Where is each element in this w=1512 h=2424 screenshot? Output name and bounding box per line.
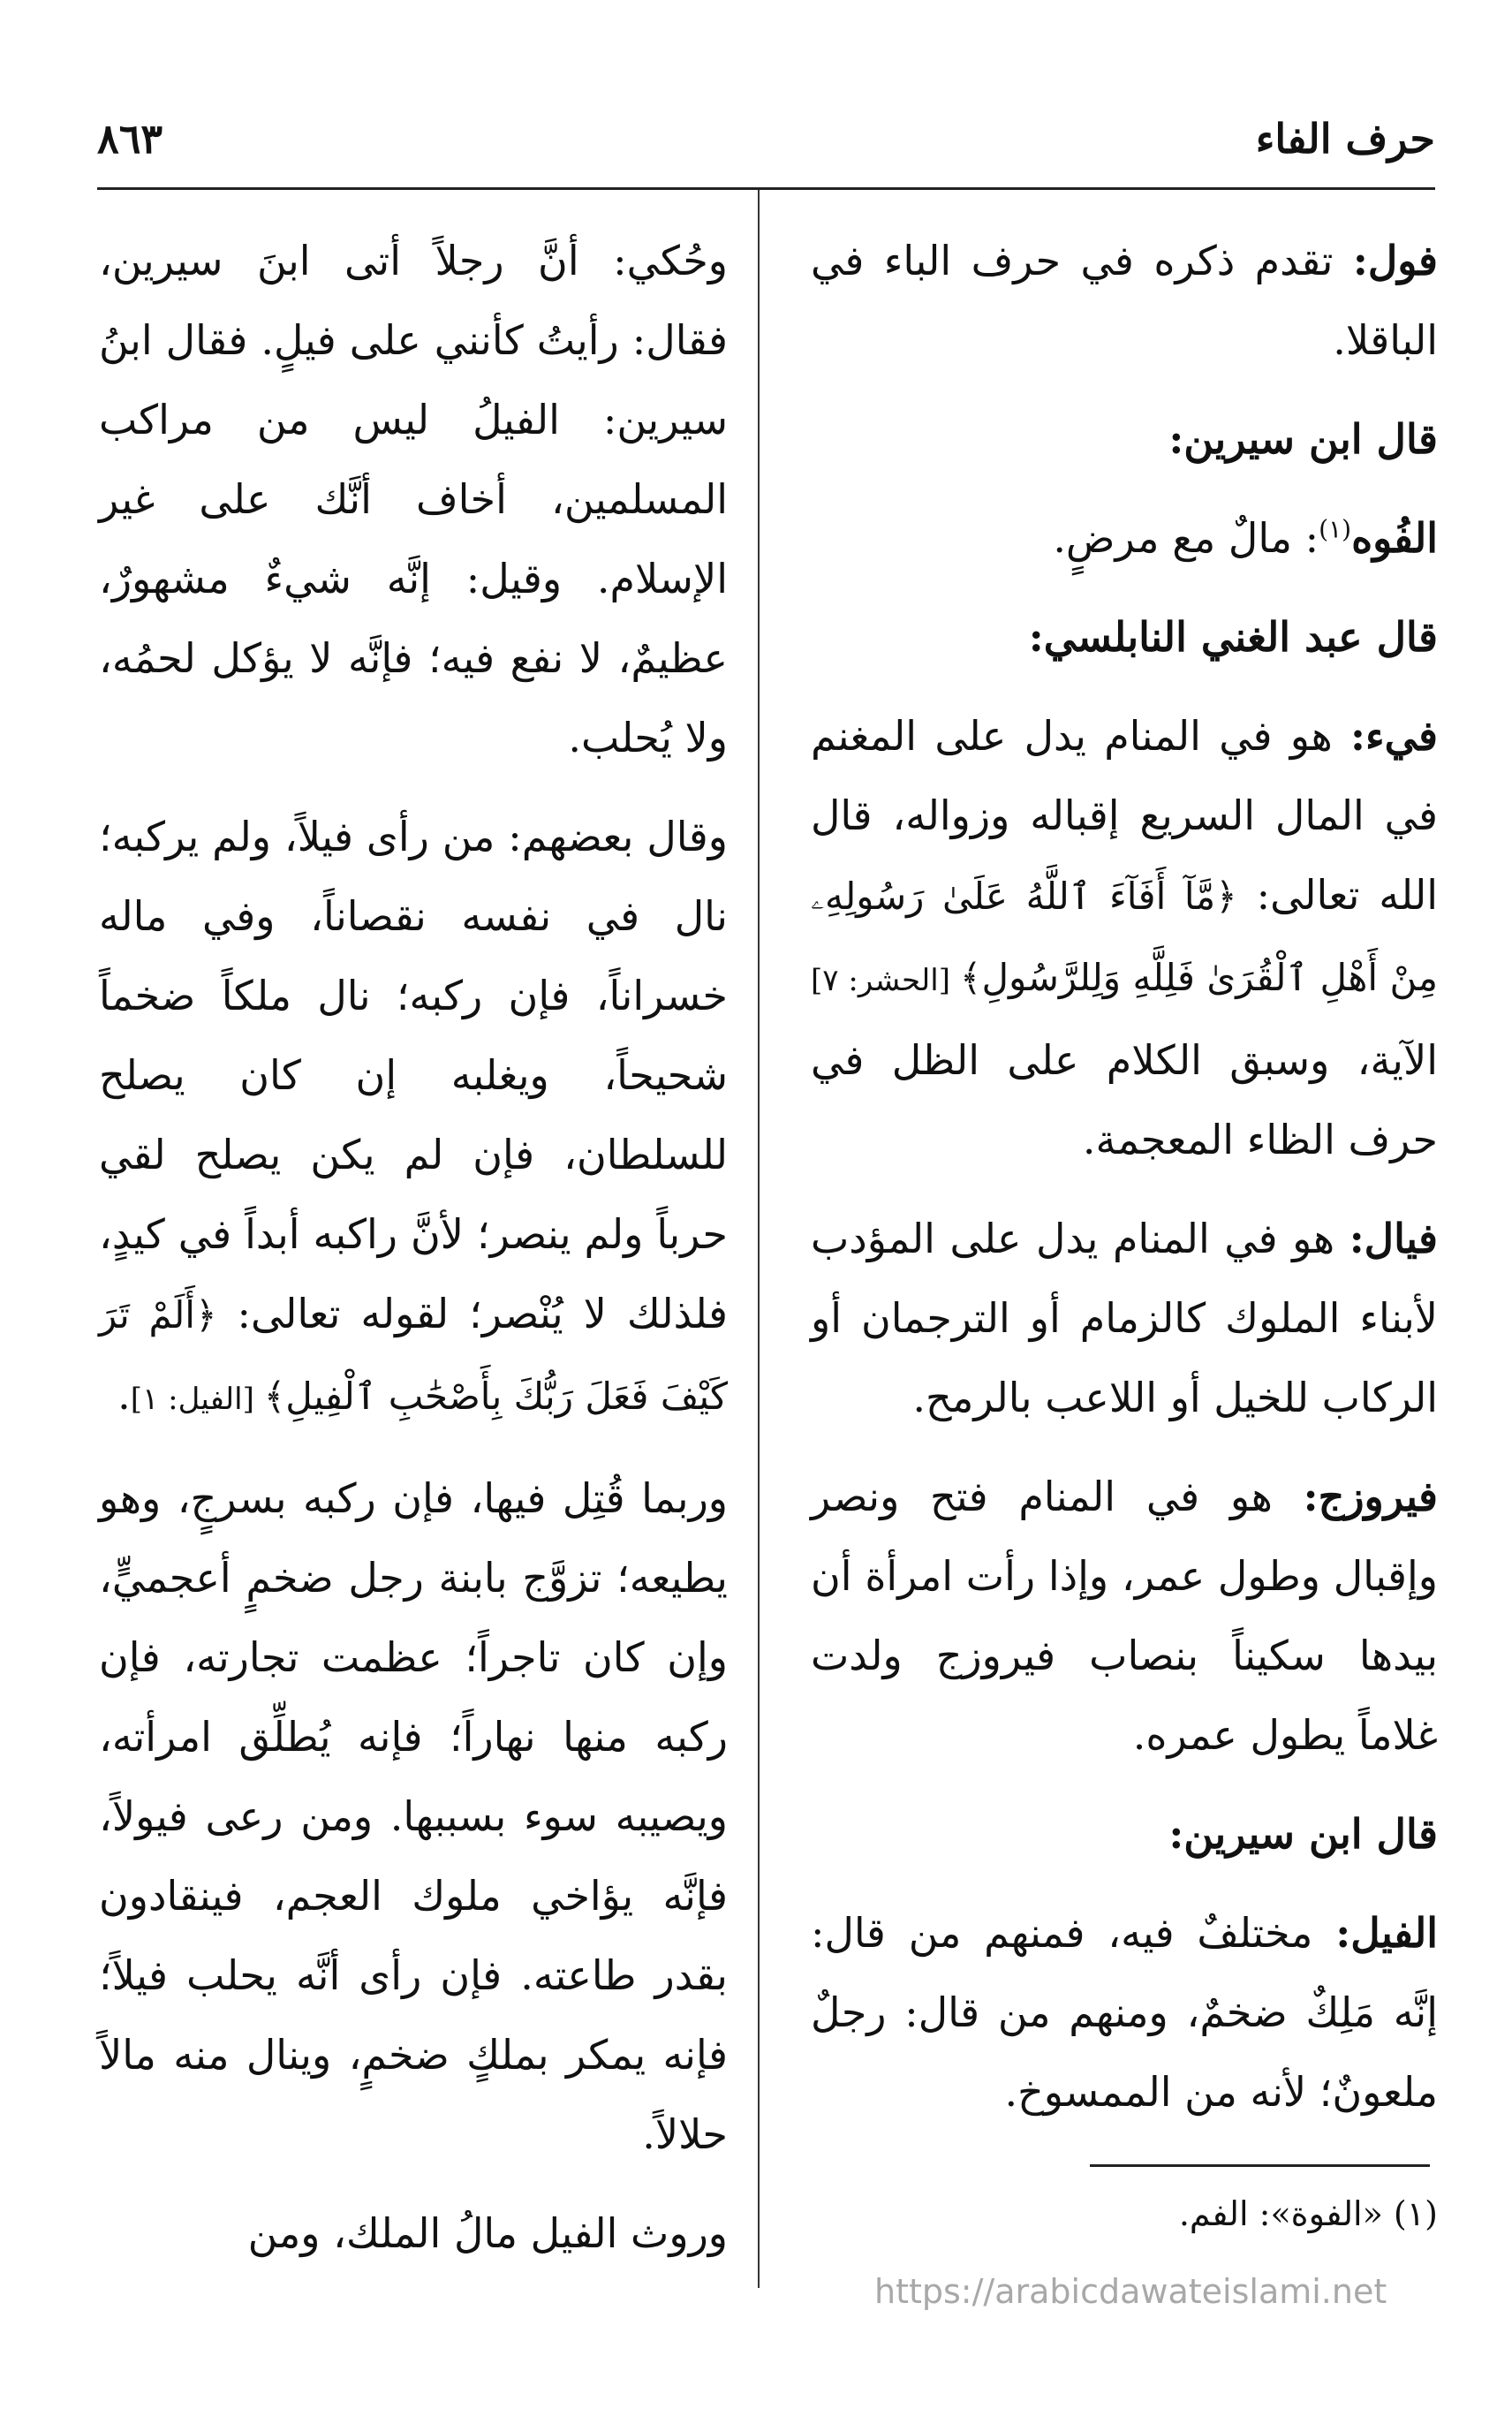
paragraph-dung: وروث الفيل مالُ الملك، ومن: [247, 2209, 728, 2257]
verse-reference: [الحشر: ٧]: [811, 963, 960, 998]
entry-text: هو في المنام فتح ونصر وإقبال وطول عمر، وإذا رأت امرأة أن بيدها سكيناً بنصاب فيروزج ولدت غلاماً يطول عمره.: [811, 1473, 1438, 1759]
entry-elephant: [811, 1893, 1438, 2132]
entry-text: : مالٌ مع مرضٍ.: [1053, 514, 1319, 562]
entry-fooh: [811, 498, 1438, 578]
entry-text: هو في المنام يدل على المؤدب لأبناء الملوك كالزمام أو الترجمان أو الركاب للخيل أو اللاعب بالرمح.: [811, 1215, 1438, 1421]
paragraph-riding: وربما قُتِل فيها، فإن ركبه بسرجٍ، وهو يطيعه؛ تزوَّج بابنة رجل ضخمٍ أعجميٍّ، وإن كان تاجراً؛ عظمت تجارته، فإن ركبه منها نهاراً؛ فإنه يُطلِّق امرأته، ويصيبه سوء بسببها. ومن رعى فيولاً، فإنَّه يؤاخي ملوك العجم، فينقادون بقدر طاعته. فإن رأى أنَّه يحلب فيلاً؛ فإنه يمكر بملكٍ ضخمٍ، وينال منه مالاً حلالاً.: [99, 1474, 728, 2158]
footnote: [811, 2187, 1438, 2240]
entry-term: الفُوه: [1351, 514, 1438, 562]
entry-fay: [811, 696, 1438, 1179]
section-heading-ibn-sirin-2: قال ابن سيرين:: [1168, 1810, 1438, 1858]
watermark-url: https://arabicdawateislami.net: [874, 2272, 1387, 2311]
verse-reference: [الفيل: ١]: [130, 1382, 264, 1417]
entry-fayyal: [811, 1199, 1438, 1437]
section-heading-ibn-sirin: قال ابن سيرين:: [1168, 415, 1438, 463]
running-title: حرف الفاء: [1255, 115, 1435, 163]
paragraph-text: .: [117, 1371, 131, 1419]
page-number: ٨٦٣: [97, 115, 163, 163]
entry-text: الآية، وسبق الكلام على الظل في حرف الظاء المعجمة.: [811, 1036, 1438, 1163]
entry-fayruzaj: [811, 1457, 1438, 1775]
paragraph-text: وقال بعضهم: من رأى فيلاً، ولم يركبه؛ نال في نفسه نقصاناً، وفي ماله خسراناً، فإن ركبه؛ نال ملكاً ضخماً شحيحاً، ويغلبه إن كان يصلح للسلطان، فإن لم يكن يصلح لقي حرباً ولم ينصر؛ لأنَّ راكبه أبداً في كيدٍ، فلذلك لا يُنْصر؛ لقوله تعالى:: [99, 813, 728, 1337]
paragraph-interpretation: [99, 797, 728, 1439]
paragraph-story: وحُكي: أنَّ رجلاً أتى ابنَ سيرين، فقال: رأيتُ كأنني على فيلٍ. فقال ابنُ سيرين: الفيلُ ليس من مراكب المسلمين، أخاف أنَّك على غير الإسلام. وقيل: إنَّه شيءٌ مشهورٌ، عظيمٌ، لا نفع فيه؛ فإنَّه لا يؤكل لحمُه، ولا يُحلب.: [99, 237, 728, 761]
entry-text: تقدم ذكره في حرف الباء في الباقلا.: [811, 237, 1438, 364]
entry-term: فيال:: [1349, 1215, 1438, 1262]
entry-term: فول:: [1352, 237, 1438, 284]
quran-verse: ﴿أَلَمْ تَرَ كَيْفَ فَعَلَ رَبُّكَ بِأَصْحَٰبِ ٱلْفِيلِ﴾: [99, 1293, 728, 1418]
entry-fool: [811, 221, 1438, 380]
footnote-number: (١): [1393, 2194, 1438, 2233]
left-column: [99, 221, 728, 2292]
footnote-text: «الفوة»: الفم.: [1178, 2194, 1394, 2233]
entry-term: الفيل:: [1335, 1909, 1438, 1957]
entry-text: مختلفٌ فيه، فمنهم من قال: إنَّه مَلِكٌ ضخمٌ، ومنهم من قال: رجلٌ ملعونٌ؛ لأنه من الممسوخ.: [811, 1909, 1438, 2116]
section-heading-nabulsi: قال عبد الغني النابلسي:: [1028, 613, 1438, 661]
footnote-marker: (١): [1319, 514, 1352, 544]
column-divider: [758, 190, 760, 2288]
quran-verse: ﴿مَّآ أَفَآءَ ٱللَّهُ عَلَىٰ رَسُولِهِۦ مِنْ أَهْلِ ٱلْقُرَىٰ فَلِلَّهِ وَلِلرَّسُولِ﴾: [811, 875, 1438, 999]
footnote-rule: [1090, 2164, 1430, 2167]
entry-term: فيروزج:: [1303, 1473, 1438, 1520]
page-header: [97, 106, 1435, 186]
right-column: [811, 221, 1438, 2151]
entry-text: هو في المنام يدل على المغنم في المال السريع إقباله وزواله، قال الله تعالى:: [811, 712, 1438, 919]
entry-term: فيء:: [1350, 712, 1438, 760]
header-rule: [97, 187, 1435, 190]
